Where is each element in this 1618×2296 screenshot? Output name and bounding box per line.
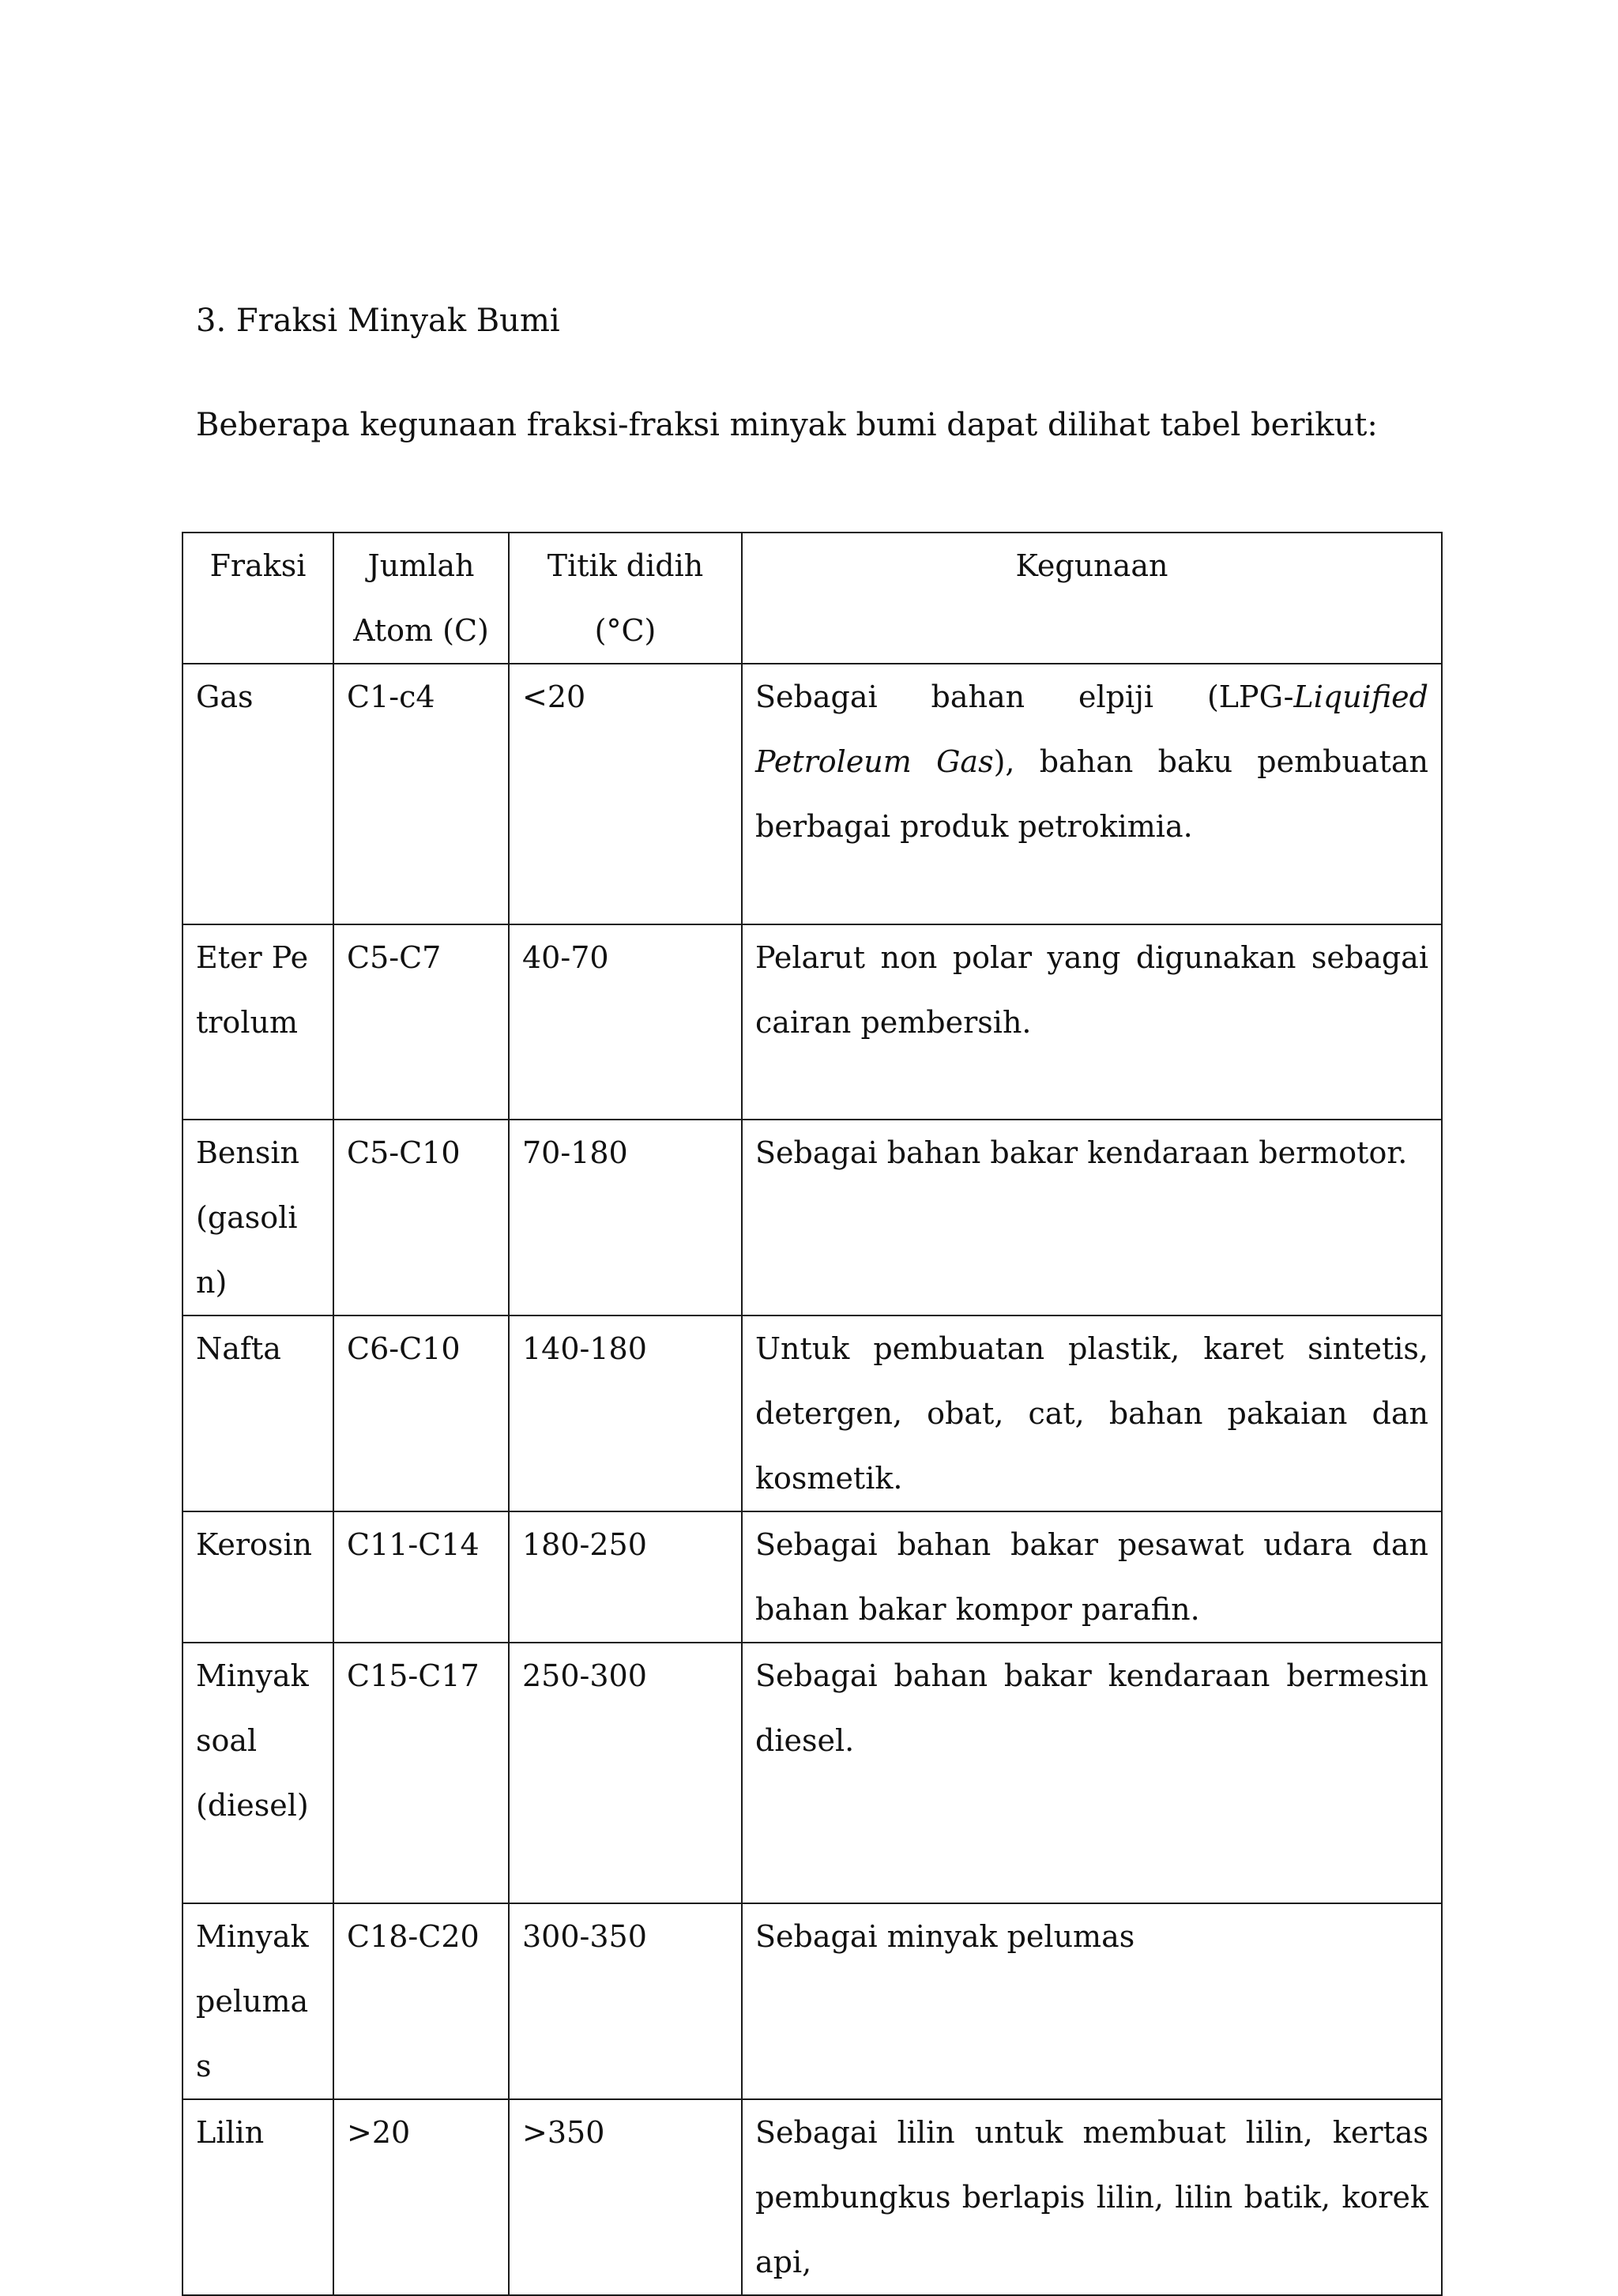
cell-titik: 250-300 (509, 1643, 742, 1903)
cell-titik: <20 (509, 664, 742, 924)
kegunaan-text-italic: Liquified Petroleum Gas (755, 679, 1428, 779)
header-fraksi-label: Fraksi (209, 548, 307, 583)
cell-titik: 140-180 (509, 1315, 742, 1511)
table-row (182, 1120, 1442, 1315)
header-kegunaan-label: Kegunaan (1015, 548, 1168, 583)
cell-kegunaan: Pelarut non polar yang digunakan sebagai cairan pembersih. (742, 924, 1442, 1120)
table-row (182, 1511, 1442, 1643)
cell-atom: C5-C7 (333, 924, 509, 1120)
table-row (182, 2099, 1442, 2295)
cell-fraksi: Lilin (182, 2099, 333, 2295)
cell-titik: 70-180 (509, 1120, 742, 1315)
header-kegunaan (742, 533, 1442, 664)
cell-kegunaan: Untuk pembuatan plastik, karet sintetis, detergen, obat, cat, bahan pakaian dan kosmetik. (742, 1315, 1442, 1511)
section-heading: 3. Fraksi Minyak Bumi (196, 303, 560, 339)
header-jumlah-line2: Atom (C) (353, 613, 489, 648)
header-jumlah-line1: Jumlah (367, 548, 475, 583)
cell-fraksi: Minyak pelumas (182, 1903, 333, 2099)
cell-fraksi: Minyak soal (diesel) (182, 1643, 333, 1903)
cell-fraksi: Gas (182, 664, 333, 924)
cell-kegunaan: Sebagai bahan bakar kendaraan bermotor. (742, 1120, 1442, 1315)
header-titik-didih (509, 533, 742, 664)
intro-paragraph: Beberapa kegunaan fraksi-fraksi minyak bumi dapat dilihat tabel berikut: (196, 407, 1378, 443)
table-row (182, 1643, 1442, 1903)
table-row (182, 1903, 1442, 2099)
cell-titik: 40-70 (509, 924, 742, 1120)
table-row (182, 664, 1442, 924)
cell-atom: >20 (333, 2099, 509, 2295)
cell-atom: C5-C10 (333, 1120, 509, 1315)
table-header-row (182, 533, 1442, 664)
cell-kegunaan: Sebagai bahan bakar kendaraan bermesin diesel. (742, 1643, 1442, 1903)
kegunaan-text-pre: Sebagai bahan elpiji (LPG- (755, 679, 1294, 714)
cell-kegunaan: Sebagai bahan bakar pesawat udara dan bahan bakar kompor parafin. (742, 1511, 1442, 1643)
cell-titik: 180-250 (509, 1511, 742, 1643)
header-titik-line2: (°C) (594, 613, 657, 648)
cell-fraksi: Nafta (182, 1315, 333, 1511)
cell-kegunaan (742, 664, 1442, 924)
cell-fraksi: Kerosin (182, 1511, 333, 1643)
cell-atom: C18-C20 (333, 1903, 509, 2099)
cell-atom: C15-C17 (333, 1643, 509, 1903)
kegunaan-text-post: ), bahan baku pembuatan berbagai produk petrokimia. (755, 744, 1428, 844)
cell-kegunaan: Sebagai minyak pelumas (742, 1903, 1442, 2099)
cell-titik: >350 (509, 2099, 742, 2295)
header-jumlah-atom (333, 533, 509, 664)
cell-fraksi: Eter Petrolum (182, 924, 333, 1120)
cell-atom: C1-c4 (333, 664, 509, 924)
table-row (182, 924, 1442, 1120)
header-fraksi (182, 533, 333, 664)
petroleum-fractions-table (182, 532, 1443, 2296)
header-titik-line1: Titik didih (547, 548, 704, 583)
cell-atom: C6-C10 (333, 1315, 509, 1511)
cell-atom: C11-C14 (333, 1511, 509, 1643)
cell-kegunaan: Sebagai lilin untuk membuat lilin, kertas pembungkus berlapis lilin, lilin batik, korek api, (742, 2099, 1442, 2295)
table-row (182, 1315, 1442, 1511)
cell-fraksi: Bensin (gasolin) (182, 1120, 333, 1315)
cell-titik: 300-350 (509, 1903, 742, 2099)
